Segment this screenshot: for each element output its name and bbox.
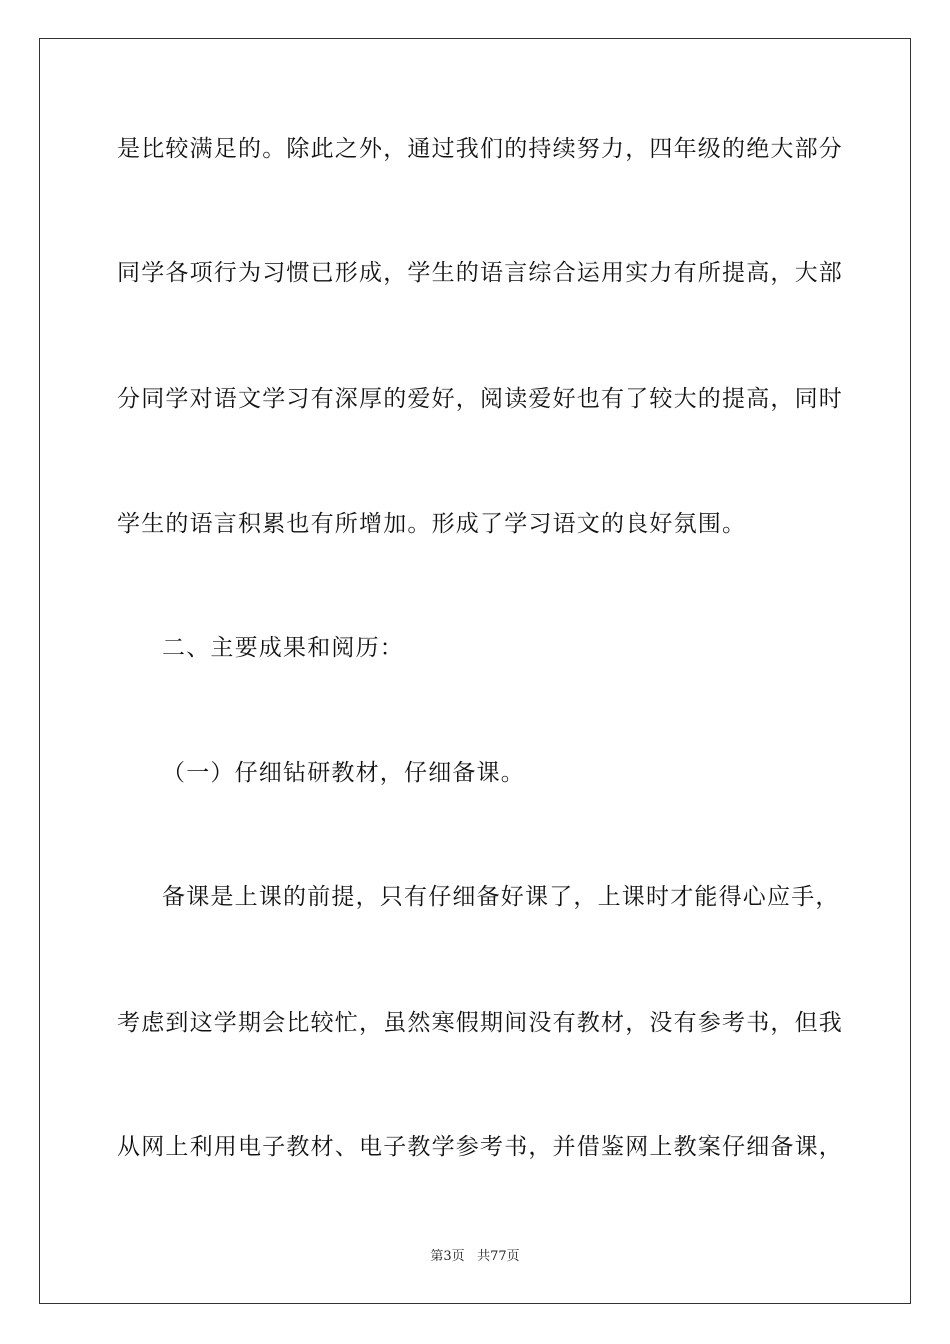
page-footer: [0, 1248, 950, 1266]
subsection-heading: （一）仔细钻研教材，仔细备课。: [162, 760, 525, 786]
page-number: 第3页: [430, 1249, 465, 1264]
body-text-line: 考虑到这学期会比较忙，虽然寒假期间没有教材，没有参考书，但我: [117, 1010, 843, 1036]
body-text-line: 是比较满足的。除此之外，通过我们的持续努力，四年级的绝大部分: [117, 136, 843, 162]
body-text-line: 从网上利用电子教材、电子教学参考书，并借鉴网上教案仔细备课，: [117, 1134, 843, 1160]
page-total: 共77页: [477, 1249, 520, 1264]
section-heading: 二、主要成果和阅历：: [162, 635, 404, 661]
body-text-line: 分同学对语文学习有深厚的爱好，阅读爱好也有了较大的提高，同时: [117, 386, 843, 412]
page-frame: [39, 38, 911, 1304]
body-text-line: 同学各项行为习惯已形成，学生的语言综合运用实力有所提高，大部: [117, 260, 843, 286]
body-text-line: 学生的语言积累也有所增加。形成了学习语文的良好氛围。: [117, 511, 747, 537]
body-text-line: 备课是上课的前提，只有仔细备好课了，上课时才能得心应手，: [162, 884, 840, 910]
